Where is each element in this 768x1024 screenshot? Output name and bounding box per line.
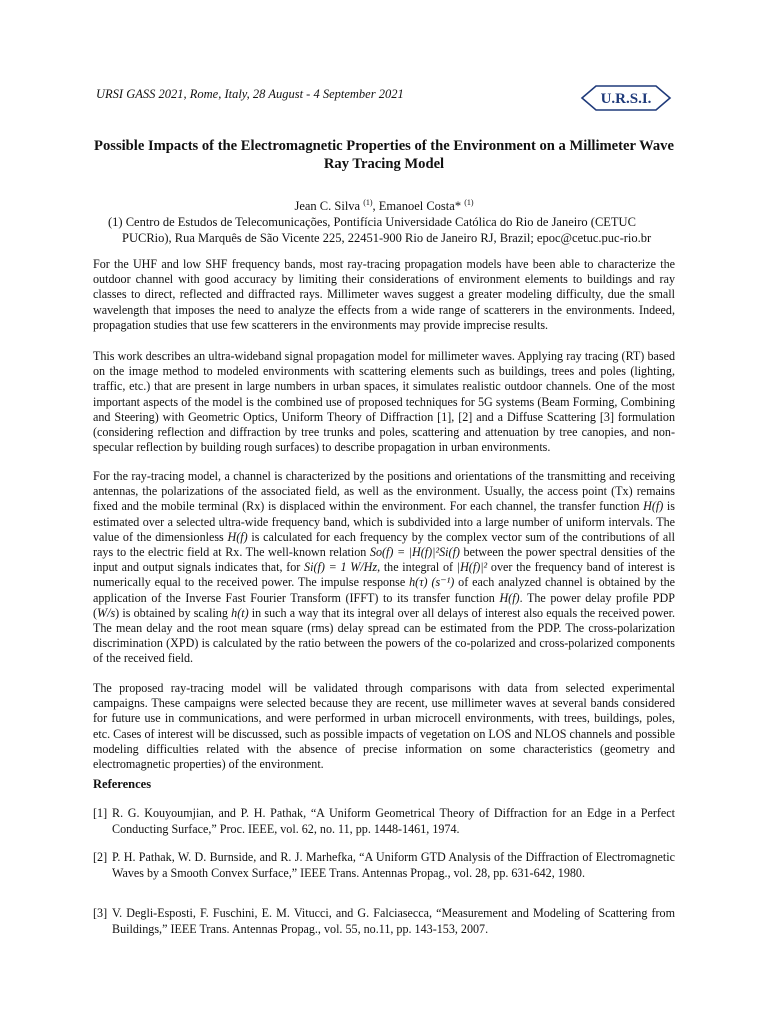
math-si: Si(f) = 1 W/Hz: [304, 560, 378, 575]
author-1: Jean C. Silva: [294, 199, 361, 213]
conference-header: URSI GASS 2021, Rome, Italy, 28 August - 4 September 2021: [96, 87, 404, 101]
author-line: [96, 198, 672, 214]
p3-text-g: of each analyzed channel is obtained by the application of the Inverse Fast Fourier Transform (IFFT) to its transfer function: [93, 575, 675, 605]
paragraph-3: [93, 469, 675, 667]
p3-text-a: For the ray-tracing model, a channel is characterized by the positions and orientations of the transmitting and receiving antennas, the polarizations of the associated field, as well as the environment. Usually, the access point (Tx) remains fixed and the mobile terminal (Rx) is displaced within the environment. For each channel, the transfer function: [93, 469, 675, 514]
p3-text-e: , the integral of: [377, 560, 457, 575]
paragraph-1: For the UHF and low SHF frequency bands, most ray-tracing propagation models have been able to characterize the outdoor channel with good accuracy by limiting their considerations of environment elements to buildings and ray classes to direct, reflected and diffracted rays. Millimeter waves suggest a greater modeling difficulty, due the small wavelength that imposes the need to analyze the effects from a wide range of scatterers in the environments. Indeed, propagation studies that use few scatterers in the environments may provide imprecise results.: [93, 257, 675, 332]
reference-text: P. H. Pathak, W. D. Burnside, and R. J. Marhefka, “A Uniform GTD Analysis of the Diffraction of Electromagnetic Waves by a Smooth Convex Surface,” IEEE Trans. Antennas Propag., vol. 28, pp. 631-642, 1980.: [112, 850, 675, 880]
math-hf-2: H(f): [227, 529, 248, 544]
author-1-affil: (1): [363, 197, 373, 207]
p3-text-d: between the power spectral densities of the input and output signals indicates that, for: [93, 545, 676, 575]
math-h-tau: h(τ): [409, 575, 428, 590]
reference-text: V. Degli-Esposti, F. Fuschini, E. M. Vitucci, and G. Falciasecca, “Measurement and Modeling of Scattering from Buildings,” IEEE Trans. Antennas Propag., vol. 55, no.11, pp. 143-153, 2007.: [112, 906, 675, 936]
reference-number: [3]: [93, 906, 108, 920]
affiliation: [108, 214, 678, 246]
unit-ws: W/s: [97, 605, 116, 620]
math-unit: (s⁻¹): [431, 575, 455, 590]
p3-text-f: over the frequency band of interest is numerically equal to the received power. The impulse response: [93, 560, 676, 590]
affiliation-line-2: PUCRio), Rua Marquês de São Vicente 225, 22451-900 Rio de Janeiro RJ, Brazil; epoc@cetuc.puc-rio.br: [122, 231, 652, 245]
reference-number: [2]: [93, 850, 108, 864]
math-hf-1: H(f): [643, 499, 664, 514]
author-2: Emanoel Costa*: [378, 199, 462, 213]
math-hf-3: |H(f)|²: [456, 560, 488, 575]
p3-text-c: is calculated for each frequency by the complex vector sum of the contributions of all rays to the electric field at Rx. The well-known relation: [93, 529, 675, 560]
affiliation-line-1: (1) Centro de Estudos de Telecomunicações, Pontifícia Universidade Católica do Rio de Janeiro (CETUC: [108, 215, 636, 229]
author-2-affil: (1): [464, 197, 474, 207]
p3-text-h: . The power delay profile PDP (: [93, 590, 675, 620]
references-heading: References: [93, 777, 152, 791]
author-separator: ,: [372, 199, 379, 213]
paper-title: Possible Impacts of the Electromagnetic Properties of the Environment on a Millimeter Wave Ray Tracing Model: [94, 138, 674, 172]
p3-text-b: is estimated over a selected ultra-wide frequency band, which is subdivided into a large number of uniform intervals. The value of the dimensionless: [93, 499, 675, 544]
reference-number: [1]: [93, 806, 108, 820]
math-hf-4: H(f): [499, 590, 520, 605]
p3-text-j: in such a way that its integral over all delays of interest also equals the received power. The mean delay and the root mean square (rms) delay spread can be estimated from the PDP. The cross-polarization discrimination (XPD) is calculated by the ratio between the powers of the co-polarized and cross-polarized components of the received field.: [93, 605, 675, 666]
p3-text-i: ) is obtained by scaling: [115, 605, 232, 620]
paragraph-4: The proposed ray-tracing model will be validated through comparisons with data from selected experimental campaigns. These campaigns were selected because they are recent, use millimeter waves at several bands considered for future use in communications, and were performed in urban microcell environments, with trees, buildings, poles, etc. Cases of interest will be discussed, such as possible impacts of vegetation on LOS and NLOS channels and possible modeling difficulties related with the absence of precise information on some characteristics (geometry and electromagnetic properties) of the environment.: [93, 681, 675, 772]
paragraph-2: This work describes an ultra-wideband signal propagation model for millimeter waves. Applying ray tracing (RT) based on the image method to modeled environments with scattering elements such as buildings, trees and poles (lighting, traffic, etc.) that are present in large numbers in urban spaces, it simulates realistic outdoor channels. One of the most important aspects of the model is the combined use of proposed techniques for 5G systems (Beam Forming, Combining and Steering) with Geometric Optics, Uniform Theory of Diffraction [1], [2] and a Diffuse Scattering [3] formulation (considering reflection and diffraction by tree trunks and poles, scattering and attenuation by tree canopies, and non-specular reflection by building rough surfaces) to describe propagation in urban environments.: [93, 349, 675, 455]
reference-text: R. G. Kouyoumjian, and P. H. Pathak, “A Uniform Geometrical Theory of Diffraction for an Edge in a Perfect Conducting Surface,” Proc. IEEE, vol. 62, no. 11, pp. 1448-1461, 1974.: [112, 806, 675, 836]
math-relation: So(f) = |H(f)|²Si(f): [369, 545, 460, 560]
reference-item: [93, 806, 675, 837]
reference-item: [93, 850, 675, 881]
math-h-t: h(t): [231, 605, 249, 620]
logo-text: U.R.S.I.: [600, 91, 652, 107]
ursi-logo: [578, 80, 674, 116]
reference-item: [93, 906, 675, 937]
